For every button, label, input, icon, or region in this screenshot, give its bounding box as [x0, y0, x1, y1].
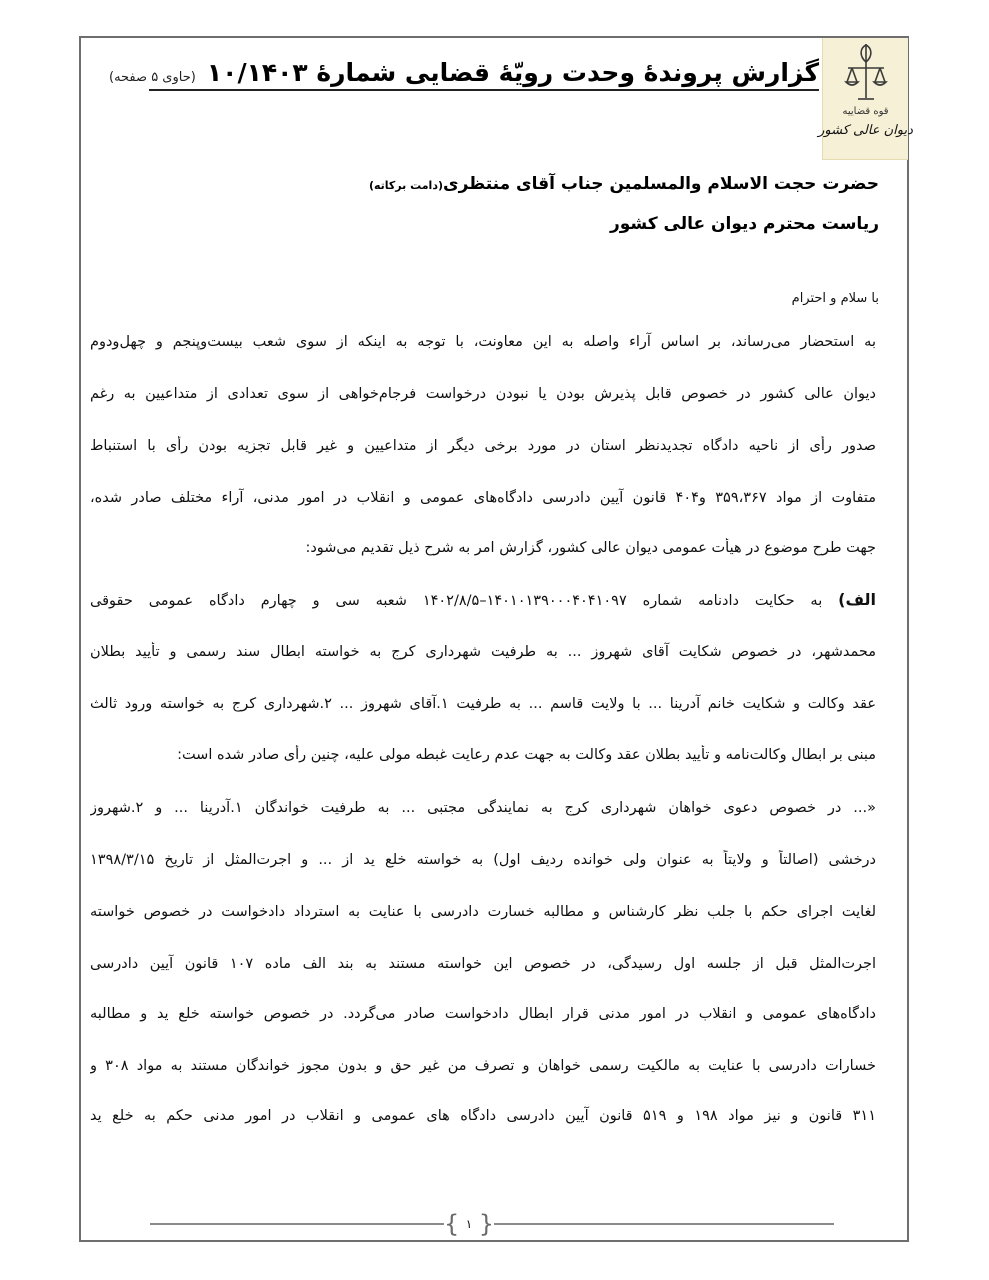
page-number: ۱ [465, 1217, 473, 1231]
document-title: گزارش پروندۀ وحدت رویّۀ قضایی شمارۀ ۱۰/۱۴۰۳ [206, 58, 819, 87]
addressee-line-2: ریاست محترم دیوان عالی کشور [609, 214, 879, 234]
section-alef-label: الف) [838, 590, 876, 609]
section-alef-line-2: محمدشهر، در خصوص شکایت آقای شهروز ... به طرفیت شهرداری کرج به خواسته ابطال سند رسمی و تأیید بطلان [90, 644, 876, 660]
judiciary-logo [818, 38, 913, 160]
page-count-note: (حاوی ۵ صفحه) [109, 70, 196, 85]
quote-line-2: درخشی (اصالتاً و ولایتاً به عنوان ولی خوانده ردیف اول) به خواسته خلع ید از ... و اجرت‌المثل از تاریخ ۱۳۹۸/۳/۱۵ [90, 852, 876, 868]
addressee-line-1 [369, 174, 879, 194]
addressee-honorific: (دامت برکاته) [368, 179, 443, 192]
addressee-name: حضرت حجت الاسلام والمسلمین جناب آقای منتظری [443, 174, 879, 194]
intro-line-4: متفاوت از مواد ۳۵۹،۳۶۷ و۴۰۴ قانون آیین دادرسی دادگاه‌های عمومی و انقلاب در امور مدنی، آراء مختلف صادر شده، [90, 490, 876, 506]
quote-line-4: اجرت‌المثل قبل از جلسه اول رسیدگی، در خصوص این خواسته مستند به بند الف ماده ۱۰۷ قانون آیین دادرسی [90, 956, 876, 972]
document-title-row [109, 58, 819, 91]
quote-line-7: ۳۱۱ قانون و نیز مواد ۱۹۸ و ۵۱۹ قانون آیین دادرسی دادگاه های عمومی و انقلاب در امور مدنی حکم به خلع ید [90, 1108, 876, 1124]
greeting: با سلام و احترام [791, 291, 879, 306]
quote-line-1: «... در خصوص دعوی خواهان شهرداری کرج به نمایندگی مجتبی ... به طرفیت خواندگان ۱.آدرینا ... و ۲.شهروز [90, 800, 876, 816]
section-alef-line-1 [90, 590, 876, 611]
intro-line-1: به استحضار می‌رساند، بر اساس آراء واصله به این معاونت، با توجه به اینکه از سوی شعب بیست‌وپنجم و چهل‌ودوم [90, 334, 876, 350]
quote-line-5: دادگاه‌های عمومی و انقلاب در امور مدنی قرار ابطال دادخواست صادر می‌گردد. در خصوص خواسته خلع ید و مطالبه [90, 1006, 876, 1022]
page-number-bracket [444, 1210, 494, 1238]
intro-line-5: جهت طرح موضوع در هیأت عمومی دیوان عالی کشور، گزارش امر به شرح ذیل تقدیم می‌شود: [305, 540, 876, 556]
page-footer [150, 1210, 834, 1240]
intro-line-3: صدور رأی از ناحیه دادگاه تجدیدنظر استان در مورد برخی دیگر از متداعیین و غیر قابل تجزیه بودن رأی با استنباط [90, 438, 876, 454]
emblem-scales-icon [844, 42, 888, 104]
supreme-court-label: دیوان عالی کشور [818, 123, 913, 138]
quote-line-6: خسارات دادرسی با عنایت به مالکیت رسمی خواهان و تصرف من غیر حق و بدون مجوز خواندگان مستند به مواد ۳۰۸ و [90, 1058, 876, 1074]
footer-rule-right [494, 1223, 834, 1225]
bracket-open-icon: { [444, 1210, 460, 1238]
quote-line-3: لغایت اجرای حکم با جلب نظر کارشناس و مطالبه خسارت دادرسی با عنایت به استرداد دادخواست در خصوص خواسته [90, 904, 876, 920]
intro-line-2: دیوان عالی کشور در خصوص قابل پذیرش بودن یا نبودن درخواست فرجام‌خواهی از سوی تعدادی از متداعیین به رغم [90, 386, 876, 402]
section-alef-line-3: عقد وکالت و شکایت خانم آدرینا ... با ولایت قاسم ... به طرفیت ۱.آقای شهروز ... ۲.شهرداری کرج به خواسته ورود ثالث [90, 696, 876, 712]
footer-rule-left [150, 1223, 444, 1225]
bracket-close-icon: } [478, 1210, 494, 1238]
section-alef-line-4: مبنی بر ابطال وکالت‌نامه و تأیید بطلان عقد وکالت به جهت عدم رعایت غبطه مولی علیه، چنین رأی صادر شده است: [177, 747, 876, 763]
judiciary-label: قوه قضاییه [842, 106, 889, 117]
section-alef-text: به حکایت دادنامه شماره ۱۴۰۱۰۱۳۹۰۰۰۴۰۴۱۰۹۷–۱۴۰۲/۸/۵ شعبه سی و چهارم دادگاه عمومی حقوقی [90, 593, 823, 609]
